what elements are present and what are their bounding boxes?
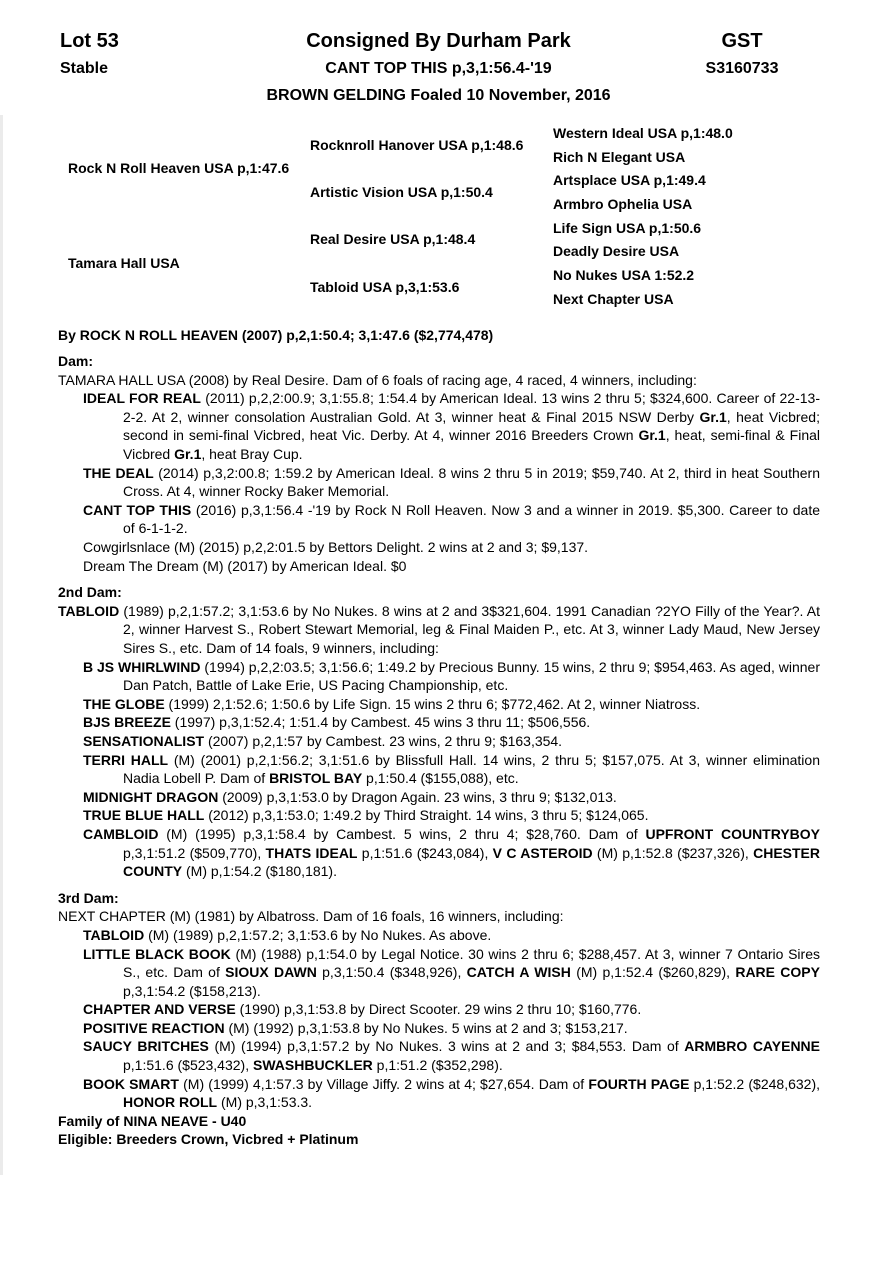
- pedigree-paragraph: TERRI HALL (M) (2001) p,2,1:56.2; 3,1:51.6 by Blissfull Hall. 14 wins, 2 thru 5; $157,075. At 3, winner elimination Nadia Lobell P. Dam of BRISTOL BAY p,1:50.4 ($155,088), etc.: [83, 751, 820, 787]
- registration-number: S3160733: [705, 60, 779, 77]
- header-row-2: [0, 60, 877, 78]
- pedigree-paragraph: Cowgirlsnlace (M) (2015) p,2,2:01.5 by Bettors Delight. 2 wins at 2 and 3; $9,137.: [83, 539, 589, 556]
- pedigree-paragraph: THE GLOBE (1999) 2,1:52.6; 1:50.6 by Life Sign. 15 wins 2 thru 6; $772,462. At 2, winner Niatross.: [83, 695, 701, 712]
- pedigree-gen3-8: Next Chapter USA: [553, 290, 674, 307]
- section-heading: Dam:: [58, 353, 94, 370]
- pedigree-paragraph: BJS BREEZE (1997) p,3,1:52.4; 1:51.4 by Cambest. 45 wins 3 thru 11; $506,556.: [83, 714, 591, 731]
- pedigree-sire: Rock N Roll Heaven USA p,1:47.6: [68, 160, 290, 177]
- pedigree-paragraph: LITTLE BLACK BOOK (M) (1988) p,1:54.0 by Legal Notice. 30 wins 2 thru 6; $288,457. At 3, winner 7 Ontario Sires S., etc. Dam of SIOUX DAWN p,3,1:50.4 ($348,926), CATCH A WISH (M) p,1:52.4 ($260,829), RARE COPY p,3,1:54.2 ($158,213).: [83, 945, 820, 999]
- sire-summary-line: By ROCK N ROLL HEAVEN (2007) p,2,1:50.4; 3,1:47.6 ($2,774,478): [58, 326, 494, 343]
- pedigree-paragraph: NEXT CHAPTER (M) (1981) by Albatross. Dam of 16 foals, 16 winners, including:: [58, 908, 564, 925]
- pedigree-paragraph: CHAPTER AND VERSE (1990) p,3,1:53.8 by Direct Scooter. 29 wins 2 thru 10; $160,776.: [83, 1001, 642, 1018]
- pedigree-dam-dam: Tabloid USA p,3,1:53.6: [310, 278, 460, 295]
- horse-name-record: CANT TOP THIS p,3,1:56.4-'19: [325, 60, 552, 77]
- pedigree-sire-dam: Artistic Vision USA p,1:50.4: [310, 184, 493, 201]
- pedigree-table: [68, 121, 820, 311]
- pedigree-paragraph: TRUE BLUE HALL (2012) p,3,1:53.0; 1:49.2 by Third Straight. 14 wins, 3 thru 5; $124,065.: [83, 807, 649, 824]
- page-footer: [58, 1112, 820, 1149]
- lot-number: Lot 53: [60, 30, 119, 52]
- gst-label: GST: [721, 30, 763, 52]
- pedigree-gen3-7: No Nukes USA 1:52.2: [553, 266, 695, 283]
- pedigree-paragraph: TABLOID (M) (1989) p,2,1:57.2; 3,1:53.6 by No Nukes. As above.: [83, 926, 492, 943]
- pedigree-gen3-5: Life Sign USA p,1:50.6: [553, 219, 702, 236]
- pedigree-paragraph: TAMARA HALL USA (2008) by Real Desire. Dam of 6 foals of racing age, 4 raced, 4 winners, including:: [58, 371, 697, 388]
- pedigree-gen3-3: Artsplace USA p,1:49.4: [553, 172, 706, 189]
- pedigree-paragraph: SAUCY BRITCHES (M) (1994) p,3,1:57.2 by No Nukes. 3 wins at 2 and 3; $84,553. Dam of ARMBRO CAYENNE p,1:51.6 ($523,432), SWASHBUCKLER p,1:51.2 ($352,298).: [83, 1038, 820, 1074]
- scan-edge-artifact: [0, 115, 3, 1175]
- pedigree-gen3-1: Western Ideal USA p,1:48.0: [553, 124, 733, 141]
- pedigree-dam: Tamara Hall USA: [68, 255, 180, 272]
- pedigree-gen3-6: Deadly Desire USA: [553, 243, 680, 260]
- pedigree-paragraph: BOOK SMART (M) (1999) 4,1:57.3 by Village Jiffy. 2 wins at 4; $27,654. Dam of FOURTH PAGE p,1:52.2 ($248,632), HONOR ROLL (M) p,3,1:53.3.: [83, 1075, 820, 1111]
- pedigree-paragraph: POSITIVE REACTION (M) (1992) p,3,1:53.8 by No Nukes. 5 wins at 2 and 3; $153,217.: [83, 1019, 628, 1036]
- pedigree-sire-sire: Rocknroll Hanover USA p,1:48.6: [310, 136, 524, 153]
- pedigree-dam-sire: Real Desire USA p,1:48.4: [310, 231, 476, 248]
- horse-description: BROWN GELDING Foaled 10 November, 2016: [266, 87, 611, 104]
- stable-label: Stable: [60, 60, 109, 77]
- pedigree-paragraph: SENSATIONALIST (2007) p,2,1:57 by Cambest. 23 wins, 2 thru 9; $163,354.: [83, 732, 563, 749]
- pedigree-paragraph: CAMBLOID (M) (1995) p,3,1:58.4 by Cambest. 5 wins, 2 thru 4; $28,760. Dam of UPFRONT COUNTRYBOY p,3,1:51.2 ($509,770), THATS IDEAL p,1:51.6 ($243,084), V C ASTEROID (M) p,1:52.8 ($237,326), CHESTER COUNTY (M) p,1:54.2 ($180,181).: [83, 825, 820, 880]
- section-heading: 2nd Dam:: [58, 584, 122, 601]
- pedigree-gen3-4: Armbro Ophelia USA: [553, 195, 693, 212]
- header-row-1: [0, 30, 877, 53]
- pedigree-paragraph: CANT TOP THIS (2016) p,3,1:56.4 -'19 by Rock N Roll Heaven. Now 3 and a winner in 2019. $5,300. Career to date of 6-1-1-2.: [83, 501, 820, 537]
- pedigree-paragraph: THE DEAL (2014) p,3,2:00.8; 1:59.2 by American Ideal. 8 wins 2 thru 5 in 2019; $59,740. At 2, third in heat Southern Cross. At 4, winner Rocky Baker Memorial.: [83, 464, 820, 500]
- pedigree-paragraph: IDEAL FOR REAL (2011) p,2,2:00.9; 3,1:55.8; 1:54.4 by American Ideal. 13 wins 2 thru 5; $324,600. Career of 22-13-2-2. At 2, winner consolation Australian Gold. At 3, winner heat & Final 2015 NSW Derby Gr.1, heat Vicbred; second in semi-final Vicbred, heat Vic. Derby. At 4, winner 2016 Breeders Crown Gr.1, heat, semi-final & Final Vicbred Gr.1, heat Bray Cup.: [83, 390, 821, 463]
- pedigree-paragraph: B JS WHIRLWIND (1994) p,2,2:03.5; 3,1:56.6; 1:49.2 by Precious Bunny. 15 wins, 2 thru 9; $954,463. As aged, winner Dan Patch, Battle of Lake Erie, US Pacing Championship, etc.: [83, 658, 820, 694]
- section-heading: 3rd Dam:: [58, 889, 119, 906]
- pedigree-paragraph: TABLOID (1989) p,2,1:57.2; 3,1:53.6 by No Nukes. 8 wins at 2 and 3$321,604. 1991 Canadian ?2YO Filly of the Year?. At 2, winner Harvest S., Robert Stewart Memorial, leg & Final Maiden P., etc. At 3, winner Lady Maud, New Jersey Sires S., etc. Dam of 14 foals, 9 winners, including:: [58, 602, 820, 656]
- family-line: Family of NINA NEAVE - U40: [58, 1112, 247, 1129]
- pedigree-gen3-2: Rich N Elegant USA: [553, 148, 686, 165]
- pedigree-paragraph: Dream The Dream (M) (2017) by American Ideal. $0: [83, 557, 407, 574]
- consignor-title: Consigned By Durham Park: [306, 30, 571, 52]
- eligible-line: Eligible: Breeders Crown, Vicbred + Platinum: [58, 1131, 359, 1148]
- pedigree-paragraph: MIDNIGHT DRAGON (2009) p,3,1:53.0 by Dragon Again. 23 wins, 3 thru 9; $132,013.: [83, 788, 617, 805]
- pedigree-sections: [58, 352, 820, 1112]
